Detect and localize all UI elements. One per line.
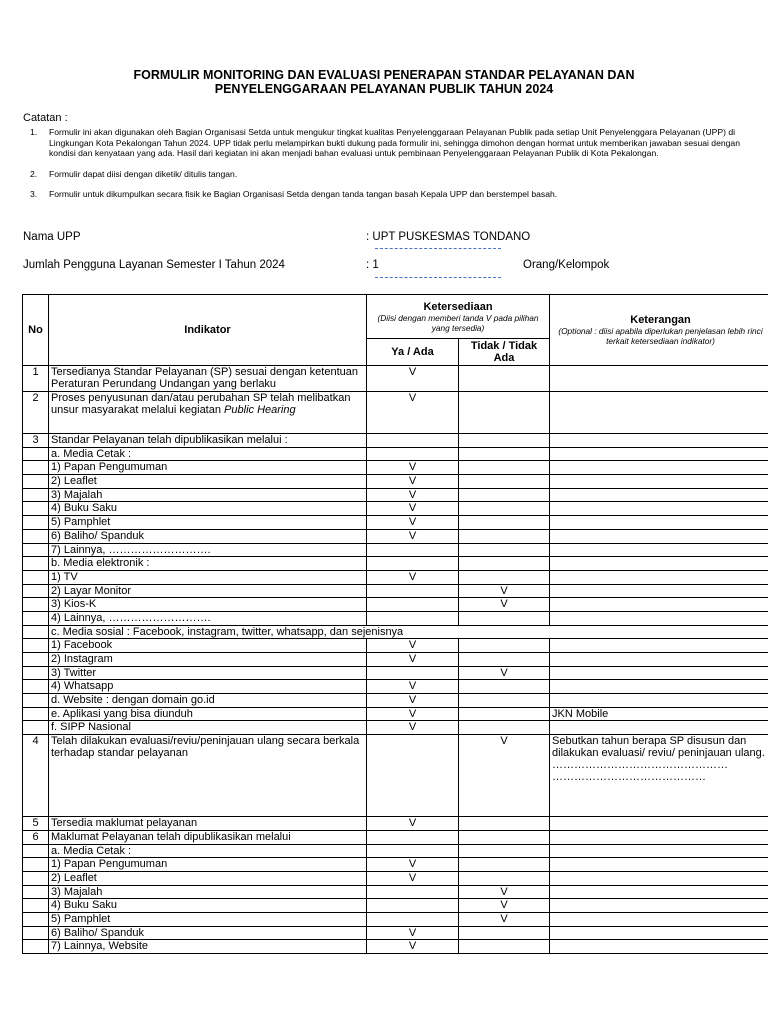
table-row	[23, 529, 768, 543]
row-ya-checkbox[interactable]: V	[367, 516, 459, 530]
row-indikator-text: 3) Twitter	[51, 666, 97, 679]
row-indikator-text: 5) Pamphlet	[51, 516, 111, 529]
row-tidak-checkbox[interactable]	[459, 707, 550, 721]
table-body	[23, 366, 768, 954]
row-indikator-text: Tersedia maklumat pelayanan	[51, 817, 198, 830]
table-row	[23, 707, 768, 721]
row-indikator	[49, 502, 367, 516]
row-number	[23, 912, 49, 926]
row-indikator	[49, 598, 367, 612]
header-ya: Ya / Ada	[367, 339, 459, 366]
row-indikator	[49, 707, 367, 721]
row-indikator	[49, 529, 367, 543]
row-number	[23, 666, 49, 680]
row-number	[23, 694, 49, 708]
row-number: 3	[23, 434, 49, 448]
row-ya-checkbox[interactable]	[367, 434, 459, 448]
row-indikator	[49, 830, 367, 844]
row-keterangan[interactable]	[550, 434, 768, 448]
table-row	[23, 434, 768, 448]
table-row	[23, 584, 768, 598]
row-indikator	[49, 447, 367, 461]
row-number: 2	[23, 392, 49, 434]
indikator-table	[22, 294, 768, 954]
row-ya-checkbox[interactable]: V	[367, 570, 459, 584]
row-indikator	[49, 461, 367, 475]
row-number	[23, 502, 49, 516]
row-keterangan[interactable]	[550, 611, 768, 625]
row-indikator-text: 3) Kios-K	[51, 598, 97, 611]
table-row	[23, 680, 768, 694]
note-text: Formulir untuk dikumpulkan secara fisik ke Bagian Organisasi Setda dengan tanda tangan basah Kepala UPP dan berstempel basah.	[49, 189, 558, 200]
row-ya-checkbox[interactable]	[367, 830, 459, 844]
row-ya-checkbox[interactable]: V	[367, 475, 459, 489]
row-indikator	[49, 817, 367, 831]
row-ya-checkbox[interactable]: V	[367, 680, 459, 694]
nama-upp-label: Nama UPP	[23, 231, 81, 243]
row-indikator	[49, 475, 367, 489]
row-indikator-text: 4) Lainnya, ……………………….	[51, 611, 211, 624]
table-row	[23, 885, 768, 899]
row-tidak-checkbox[interactable]	[459, 871, 550, 885]
row-ya-checkbox[interactable]: V	[367, 871, 459, 885]
table-row	[23, 366, 768, 392]
table-row	[23, 598, 768, 612]
row-tidak-checkbox[interactable]: V	[459, 598, 550, 612]
row-tidak-checkbox[interactable]	[459, 392, 550, 434]
row-indikator-text: 7) Lainnya, Website	[51, 940, 149, 953]
table-row	[23, 817, 768, 831]
row-number: 5	[23, 817, 49, 831]
row-keterangan[interactable]	[550, 858, 768, 872]
row-indikator	[49, 653, 367, 667]
row-keterangan[interactable]: Sebutkan tahun berapa SP disusun dan dilakukan evaluasi/ reviu/ peninjauan ulang. ………………………………………… ……………………………………	[550, 735, 768, 817]
row-number: 6	[23, 830, 49, 844]
row-keterangan[interactable]	[550, 885, 768, 899]
row-indikator	[49, 871, 367, 885]
row-ya-checkbox[interactable]: V	[367, 707, 459, 721]
row-indikator-text: 1) TV	[51, 570, 78, 583]
row-indikator	[49, 557, 367, 571]
row-indikator	[49, 516, 367, 530]
row-tidak-checkbox[interactable]	[459, 543, 550, 557]
row-indikator	[49, 434, 367, 448]
form-title	[0, 68, 768, 96]
row-indikator	[49, 584, 367, 598]
row-tidak-checkbox[interactable]	[459, 680, 550, 694]
row-tidak-checkbox[interactable]	[459, 502, 550, 516]
row-keterangan[interactable]	[550, 557, 768, 571]
row-keterangan[interactable]	[550, 584, 768, 598]
row-number	[23, 639, 49, 653]
row-tidak-checkbox[interactable]	[459, 529, 550, 543]
row-keterangan[interactable]	[550, 366, 768, 392]
nama-upp-value[interactable]: : UPT PUSKESMAS TONDANO	[366, 231, 531, 243]
header-keterangan-note: (Optional : diisi apabila diperlukan penjelasan lebih rinci terkait ketersediaan indikator)	[558, 326, 763, 346]
row-tidak-checkbox[interactable]: V	[459, 666, 550, 680]
row-indikator-text: 2) Layar Monitor	[51, 584, 132, 597]
row-indikator-text: Proses penyusunan dan/atau perubahan SP telah melibatkan unsur masyarakat melalui kegiatan	[51, 392, 351, 416]
row-ya-checkbox[interactable]: V	[367, 366, 459, 392]
row-keterangan[interactable]	[550, 680, 768, 694]
row-keterangan[interactable]	[550, 461, 768, 475]
row-indikator-text: 1) Papan Pengumuman	[51, 461, 168, 474]
table-row	[23, 926, 768, 940]
row-indikator-text: Standar Pelayanan telah dipublikasikan melalui :	[51, 434, 288, 446]
row-tidak-checkbox[interactable]	[459, 461, 550, 475]
table-row	[23, 653, 768, 667]
row-ya-checkbox[interactable]	[367, 557, 459, 571]
table-row	[23, 392, 768, 434]
header-ketersediaan-note: (Diisi dengan memberi tanda V pada pilihan yang tersedia)	[377, 312, 539, 333]
table-row	[23, 639, 768, 653]
row-ya-checkbox[interactable]: V	[367, 653, 459, 667]
row-keterangan[interactable]	[550, 529, 768, 543]
row-indikator-text: 4) Buku Saku	[51, 899, 118, 912]
row-number	[23, 516, 49, 530]
catatan-label: Catatan :	[23, 112, 68, 124]
row-indikator	[49, 899, 367, 913]
table-row	[23, 447, 768, 461]
row-indikator	[49, 488, 367, 502]
row-tidak-checkbox[interactable]	[459, 844, 550, 858]
row-indikator-text: 2) Instagram	[51, 653, 113, 665]
row-ya-checkbox[interactable]: V	[367, 817, 459, 831]
row-indikator	[49, 666, 367, 680]
row-indikator-text: Maklumat Pelayanan telah dipublikasikan melalui	[51, 830, 291, 843]
row-indikator-text: 3) Majalah	[51, 885, 103, 898]
row-number	[23, 543, 49, 557]
table-row	[23, 844, 768, 858]
form-title-line2: PENYELENGGARAAN PELAYANAN PUBLIK TAHUN 2024	[214, 82, 554, 96]
row-tidak-checkbox[interactable]	[459, 557, 550, 571]
row-number	[23, 461, 49, 475]
row-indikator	[49, 926, 367, 940]
row-indikator-text: f. SIPP Nasional	[51, 721, 131, 734]
row-number	[23, 680, 49, 694]
row-indikator-text: 2) Leaflet	[51, 871, 97, 884]
row-tidak-checkbox[interactable]	[459, 639, 550, 653]
row-indikator	[49, 721, 367, 735]
row-ya-checkbox[interactable]: V	[367, 694, 459, 708]
table-row	[23, 899, 768, 913]
row-keterangan[interactable]	[550, 940, 768, 954]
header-tidak: Tidak / Tidak Ada	[459, 339, 550, 366]
row-tidak-checkbox[interactable]	[459, 447, 550, 461]
row-keterangan[interactable]	[550, 488, 768, 502]
row-tidak-checkbox[interactable]	[459, 475, 550, 489]
row-tidak-checkbox[interactable]	[459, 434, 550, 448]
row-keterangan[interactable]	[550, 844, 768, 858]
table-row	[23, 735, 768, 817]
table-row	[23, 611, 768, 625]
row-number	[23, 844, 49, 858]
row-number	[23, 488, 49, 502]
row-ya-checkbox[interactable]	[367, 735, 459, 817]
nama-upp-underline	[375, 248, 501, 249]
row-indikator	[49, 844, 367, 858]
row-number	[23, 721, 49, 735]
row-keterangan[interactable]	[550, 502, 768, 516]
table-row	[23, 475, 768, 489]
row-tidak-checkbox[interactable]: V	[459, 885, 550, 899]
row-indikator	[49, 611, 367, 625]
row-tidak-checkbox[interactable]	[459, 940, 550, 954]
table-row	[23, 502, 768, 516]
row-keterangan[interactable]	[550, 653, 768, 667]
row-indikator-text: Telah dilakukan evaluasi/reviu/peninjauan ulang secara berkala terhadap standar pelayanan	[51, 735, 360, 760]
row-tidak-checkbox[interactable]	[459, 611, 550, 625]
row-tidak-checkbox[interactable]	[459, 366, 550, 392]
row-ya-checkbox[interactable]	[367, 447, 459, 461]
row-ya-checkbox[interactable]: V	[367, 858, 459, 872]
row-keterangan[interactable]	[550, 666, 768, 680]
row-number	[23, 447, 49, 461]
row-tidak-checkbox[interactable]	[459, 516, 550, 530]
row-ya-checkbox[interactable]: V	[367, 721, 459, 735]
row-ya-checkbox[interactable]	[367, 543, 459, 557]
row-ya-checkbox[interactable]	[367, 666, 459, 680]
row-number	[23, 570, 49, 584]
note-number: 1.	[30, 127, 38, 137]
row-indikator-text: d. Website : dengan domain go.id	[51, 694, 215, 707]
row-tidak-checkbox[interactable]	[459, 830, 550, 844]
row-ya-checkbox[interactable]	[367, 885, 459, 899]
row-indikator-text: 4) Buku Saku	[51, 502, 118, 515]
note-text: Formulir dapat diisi dengan diketik/ ditulis tangan.	[49, 168, 238, 179]
row-keterangan[interactable]	[550, 570, 768, 584]
header-ketersediaan	[367, 295, 550, 339]
row-number	[23, 611, 49, 625]
row-number	[23, 885, 49, 899]
row-keterangan[interactable]	[550, 899, 768, 913]
note-number: 3.	[30, 189, 38, 200]
row-number	[23, 598, 49, 612]
row-ya-checkbox[interactable]: V	[367, 529, 459, 543]
row-indikator-text: 3) Majalah	[51, 488, 103, 501]
row-tidak-checkbox[interactable]	[459, 926, 550, 940]
row-keterangan[interactable]	[550, 830, 768, 844]
row-indikator	[49, 366, 367, 392]
row-indikator	[49, 912, 367, 926]
table-row	[23, 830, 768, 844]
row-indikator-text: b. Media elektronik :	[51, 557, 150, 570]
row-indikator-text: 1) Facebook	[51, 639, 113, 652]
note-item	[30, 169, 768, 180]
row-indikator	[49, 735, 367, 817]
row-indikator-text: c. Media sosial : Facebook, instagram, twitter, whatsapp, dan sejenisnya	[51, 625, 404, 638]
row-indikator	[49, 694, 367, 708]
table-row	[23, 488, 768, 502]
row-number	[23, 529, 49, 543]
header-indikator: Indikator	[49, 295, 367, 366]
row-indikator-text: 7) Lainnya, ……………………….	[51, 543, 211, 556]
row-indikator	[49, 625, 768, 639]
table-row	[23, 543, 768, 557]
row-indikator-text: a. Media Cetak :	[51, 844, 132, 857]
row-ya-checkbox[interactable]	[367, 584, 459, 598]
note-item	[30, 189, 768, 200]
row-keterangan[interactable]	[550, 721, 768, 735]
row-number	[23, 899, 49, 913]
row-keterangan[interactable]	[550, 598, 768, 612]
row-tidak-checkbox[interactable]	[459, 488, 550, 502]
row-indikator	[49, 570, 367, 584]
row-indikator-text: e. Aplikasi yang bisa diunduh	[51, 707, 193, 720]
jumlah-pengguna-value[interactable]: : 1	[366, 259, 379, 271]
row-keterangan[interactable]: JKN Mobile	[550, 707, 768, 721]
row-keterangan[interactable]	[550, 639, 768, 653]
row-indikator-text: 2) Leaflet	[51, 475, 97, 488]
table-row	[23, 557, 768, 571]
row-tidak-checkbox[interactable]	[459, 858, 550, 872]
note-text: Formulir ini akan digunakan oleh Bagian Organisasi Setda untuk mengukur tingkat kualitas Penyelenggaraan Pelayanan Publik pada setiap Unit Penyelenggara Pelayanan (UPP) di Lingkungan Kota Pekalongan Tahun 2024. UPP tidak perlu melampirkan bukti dukung pada formulir ini, sehingga dimohon dengan hormat untuk memberikan jawaban sesuai dengan kondisi dan kenyataan yang ada. Hasil dari kegiatan ini akan menjadi bahan evaluasi untuk pembinaan Penyelenggaraan Pelayanan Publik di Kota Pekalongan.	[49, 127, 740, 159]
header-ketersediaan-title: Ketersediaan	[423, 300, 493, 313]
row-ya-checkbox[interactable]	[367, 598, 459, 612]
row-tidak-checkbox[interactable]: V	[459, 584, 550, 598]
row-tidak-checkbox[interactable]: V	[459, 912, 550, 926]
row-keterangan[interactable]	[550, 516, 768, 530]
note-item	[30, 127, 768, 159]
row-indikator	[49, 392, 367, 434]
row-indikator	[49, 940, 367, 954]
row-ya-checkbox[interactable]: V	[367, 461, 459, 475]
row-tidak-checkbox[interactable]	[459, 694, 550, 708]
row-indikator	[49, 885, 367, 899]
notes-list	[30, 127, 768, 210]
row-indikator	[49, 680, 367, 694]
table-row	[23, 871, 768, 885]
row-number	[23, 475, 49, 489]
row-number	[23, 926, 49, 940]
row-number	[23, 707, 49, 721]
row-indikator-text: Tersedianya Standar Pelayanan (SP) sesuai dengan ketentuan Peraturan Perundang Undangan yang berlaku	[51, 366, 358, 390]
row-ya-checkbox[interactable]	[367, 912, 459, 926]
row-ya-checkbox[interactable]: V	[367, 488, 459, 502]
row-indikator	[49, 639, 367, 653]
row-indikator	[49, 858, 367, 872]
header-keterangan	[550, 295, 768, 366]
row-keterangan[interactable]	[550, 543, 768, 557]
row-number	[23, 557, 49, 571]
row-number: 4	[23, 735, 49, 817]
row-tidak-checkbox[interactable]	[459, 570, 550, 584]
row-ya-checkbox[interactable]	[367, 844, 459, 858]
row-ya-checkbox[interactable]: V	[367, 639, 459, 653]
row-ya-checkbox[interactable]: V	[367, 926, 459, 940]
row-indikator-text: 4) Whatsapp	[51, 680, 114, 693]
table-row	[23, 625, 768, 639]
form-title-line1: FORMULIR MONITORING DAN EVALUASI PENERAPAN STANDAR PELAYANAN DAN	[133, 68, 635, 82]
row-number	[23, 653, 49, 667]
header-keterangan-title: Keterangan	[630, 314, 691, 326]
table-row	[23, 912, 768, 926]
row-ya-checkbox[interactable]: V	[367, 940, 459, 954]
row-ya-checkbox[interactable]	[367, 611, 459, 625]
row-number	[23, 858, 49, 872]
header-no: No	[23, 295, 49, 366]
row-keterangan[interactable]	[550, 912, 768, 926]
row-indikator-italic: Public Hearing	[224, 404, 296, 416]
row-number	[23, 940, 49, 954]
row-tidak-checkbox[interactable]	[459, 653, 550, 667]
jumlah-pengguna-underline	[375, 277, 501, 278]
row-indikator-text: 1) Papan Pengumuman	[51, 858, 168, 871]
row-number	[23, 625, 49, 639]
row-indikator-text: 6) Baliho/ Spanduk	[51, 529, 144, 542]
row-indikator	[49, 543, 367, 557]
table-row	[23, 666, 768, 680]
table-row	[23, 694, 768, 708]
row-indikator-text: 6) Baliho/ Spanduk	[51, 926, 144, 939]
table-row	[23, 940, 768, 954]
row-keterangan[interactable]	[550, 871, 768, 885]
table-row	[23, 570, 768, 584]
row-number	[23, 871, 49, 885]
row-keterangan[interactable]	[550, 392, 768, 434]
row-ya-checkbox[interactable]: V	[367, 502, 459, 516]
row-keterangan[interactable]	[550, 475, 768, 489]
row-tidak-checkbox[interactable]	[459, 721, 550, 735]
row-keterangan[interactable]	[550, 926, 768, 940]
row-number: 1	[23, 366, 49, 392]
table-row	[23, 858, 768, 872]
table-header-row	[23, 295, 768, 339]
jumlah-pengguna-unit: Orang/Kelompok	[523, 259, 610, 271]
row-indikator-text: 5) Pamphlet	[51, 912, 111, 925]
table-row	[23, 721, 768, 735]
row-tidak-checkbox[interactable]	[459, 817, 550, 831]
row-tidak-checkbox[interactable]: V	[459, 735, 550, 817]
row-ya-checkbox[interactable]: V	[367, 392, 459, 434]
row-ya-checkbox[interactable]	[367, 899, 459, 913]
table-row	[23, 516, 768, 530]
row-keterangan[interactable]	[550, 447, 768, 461]
row-keterangan[interactable]	[550, 694, 768, 708]
jumlah-pengguna-label: Jumlah Pengguna Layanan Semester I Tahun 2024	[23, 259, 285, 271]
row-tidak-checkbox[interactable]: V	[459, 899, 550, 913]
row-indikator-text: a. Media Cetak :	[51, 447, 132, 460]
row-number	[23, 584, 49, 598]
row-keterangan[interactable]	[550, 817, 768, 831]
table-row	[23, 461, 768, 475]
note-number: 2.	[30, 168, 38, 179]
